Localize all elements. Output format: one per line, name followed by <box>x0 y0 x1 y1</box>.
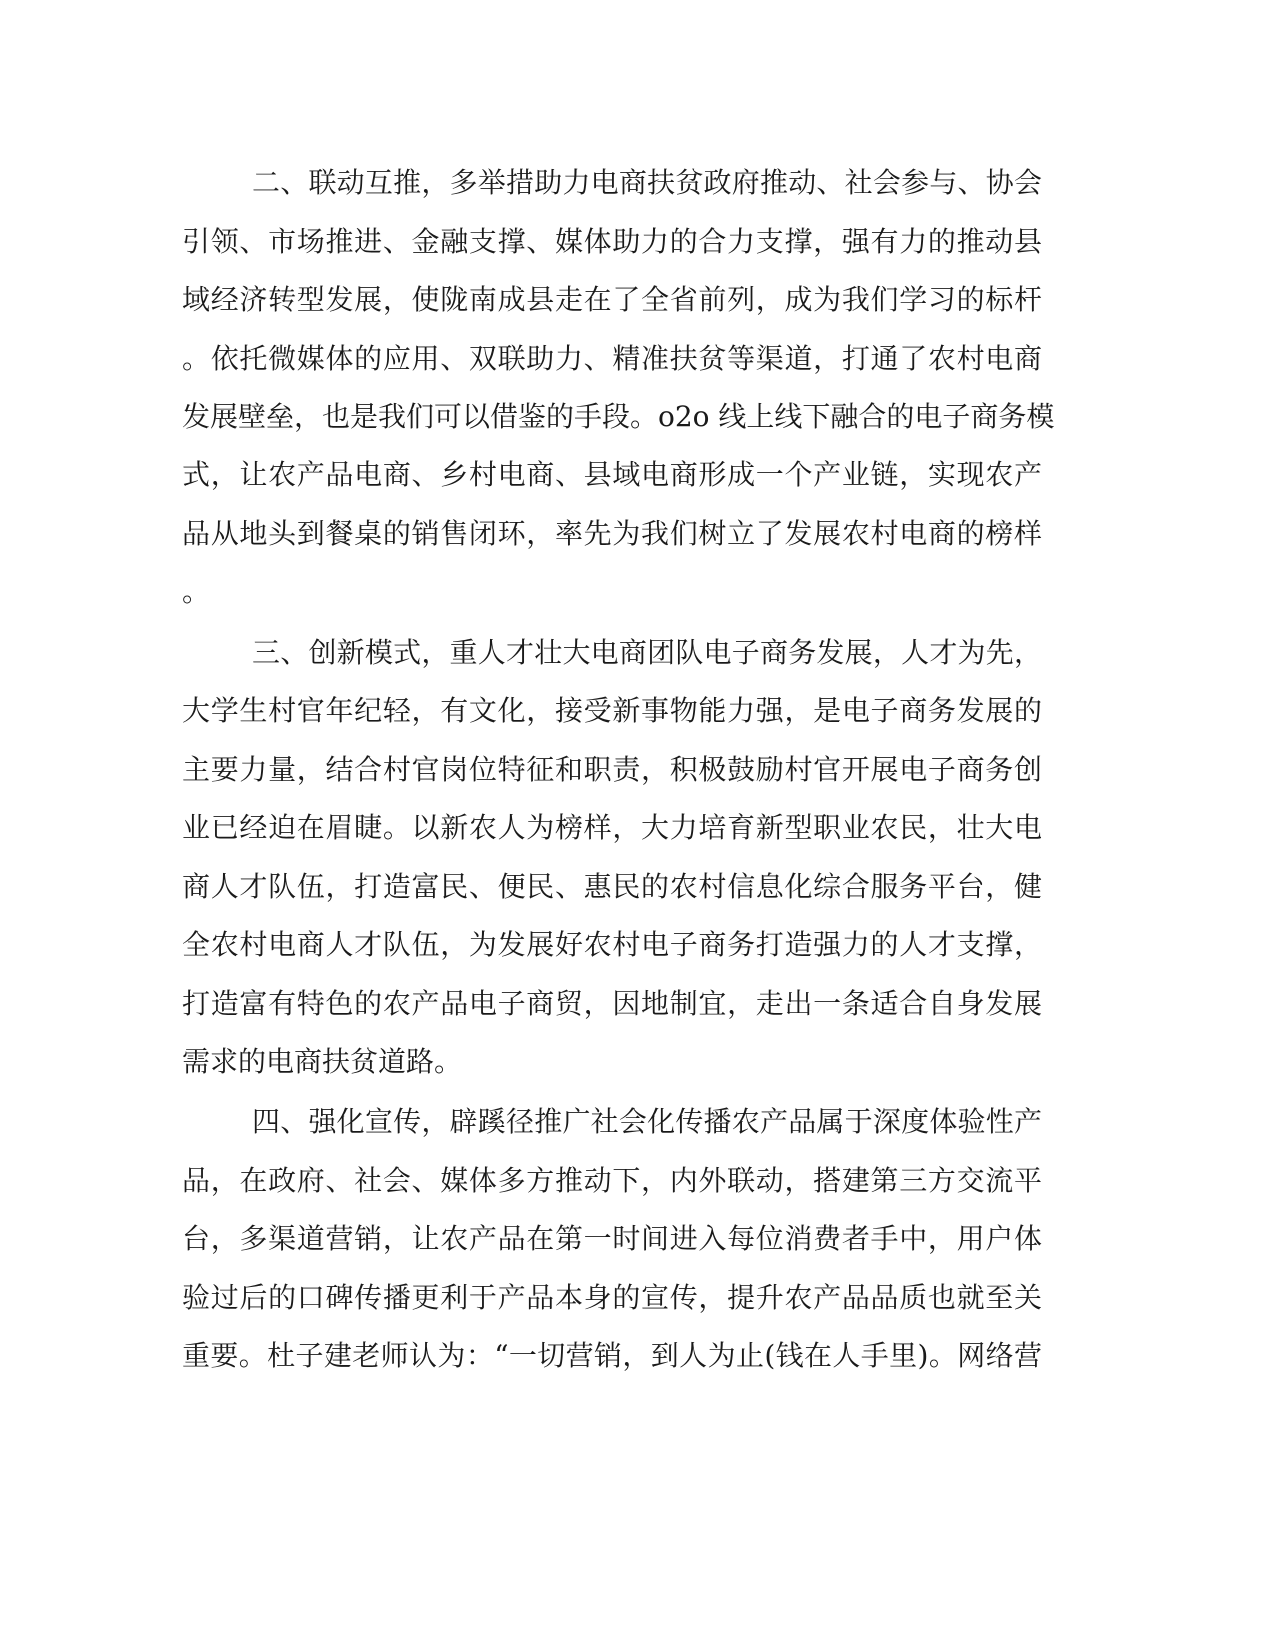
paragraph-line: 。依托微媒体的应用、双联助力、精准扶贫等渠道，打通了农村电商 <box>182 342 1042 375</box>
paragraph-line: 重要。杜子建老师认为：“一切营销，到人为止(钱在人手里)。网络营 <box>182 1339 1042 1372</box>
paragraph-line: 台，多渠道营销，让农产品在第一时间进入每位消费者手中，用户体 <box>182 1222 1042 1255</box>
paragraph-line: 四、强化宣传，辟蹊径推广社会化传播农产品属于深度体验性产 <box>252 1105 1042 1138</box>
paragraph-line: 引领、市场推进、金融支撑、媒体助力的合力支撑，强有力的推动县 <box>182 225 1042 258</box>
paragraph-line: 大学生村官年纪轻，有文化，接受新事物能力强，是电子商务发展的 <box>182 694 1042 727</box>
paragraph-line: 式，让农产品电商、乡村电商、县域电商形成一个产业链，实现农产 <box>182 458 1042 491</box>
paragraph-line: 全农村电商人才队伍，为发展好农村电子商务打造强力的人才支撑， <box>182 928 1042 961</box>
paragraph-line: 。 <box>182 575 211 608</box>
paragraph-line: 品，在政府、社会、媒体多方推动下，内外联动，搭建第三方交流平 <box>182 1164 1042 1197</box>
paragraph-line: 需求的电商扶贫道路。 <box>182 1045 463 1078</box>
paragraph-line: 品从地头到餐桌的销售闭环，率先为我们树立了发展农村电商的榜样 <box>182 517 1042 550</box>
paragraph-line: 打造富有特色的农产品电子商贸，因地制宜，走出一条适合自身发展 <box>182 987 1042 1020</box>
paragraph-line: 主要力量，结合村官岗位特征和职责，积极鼓励村官开展电子商务创 <box>182 753 1042 786</box>
paragraph-line: 发展壁垒，也是我们可以借鉴的手段。o2o 线上线下融合的电子商务模 <box>182 400 1055 433</box>
paragraph-line: 商人才队伍，打造富民、便民、惠民的农村信息化综合服务平台，健 <box>182 870 1042 903</box>
paragraph-line: 验过后的口碑传播更利于产品本身的宣传，提升农产品品质也就至关 <box>182 1281 1042 1314</box>
paragraph-line: 域经济转型发展，使陇南成县走在了全省前列，成为我们学习的标杆 <box>182 283 1042 316</box>
paragraph-line: 三、创新模式，重人才壮大电商团队电子商务发展，人才为先， <box>252 636 1042 669</box>
paragraph-line: 二、联动互推，多举措助力电商扶贫政府推动、社会参与、协会 <box>252 166 1042 199</box>
paragraph-line: 业已经迫在眉睫。以新农人为榜样，大力培育新型职业农民，壮大电 <box>182 811 1042 844</box>
